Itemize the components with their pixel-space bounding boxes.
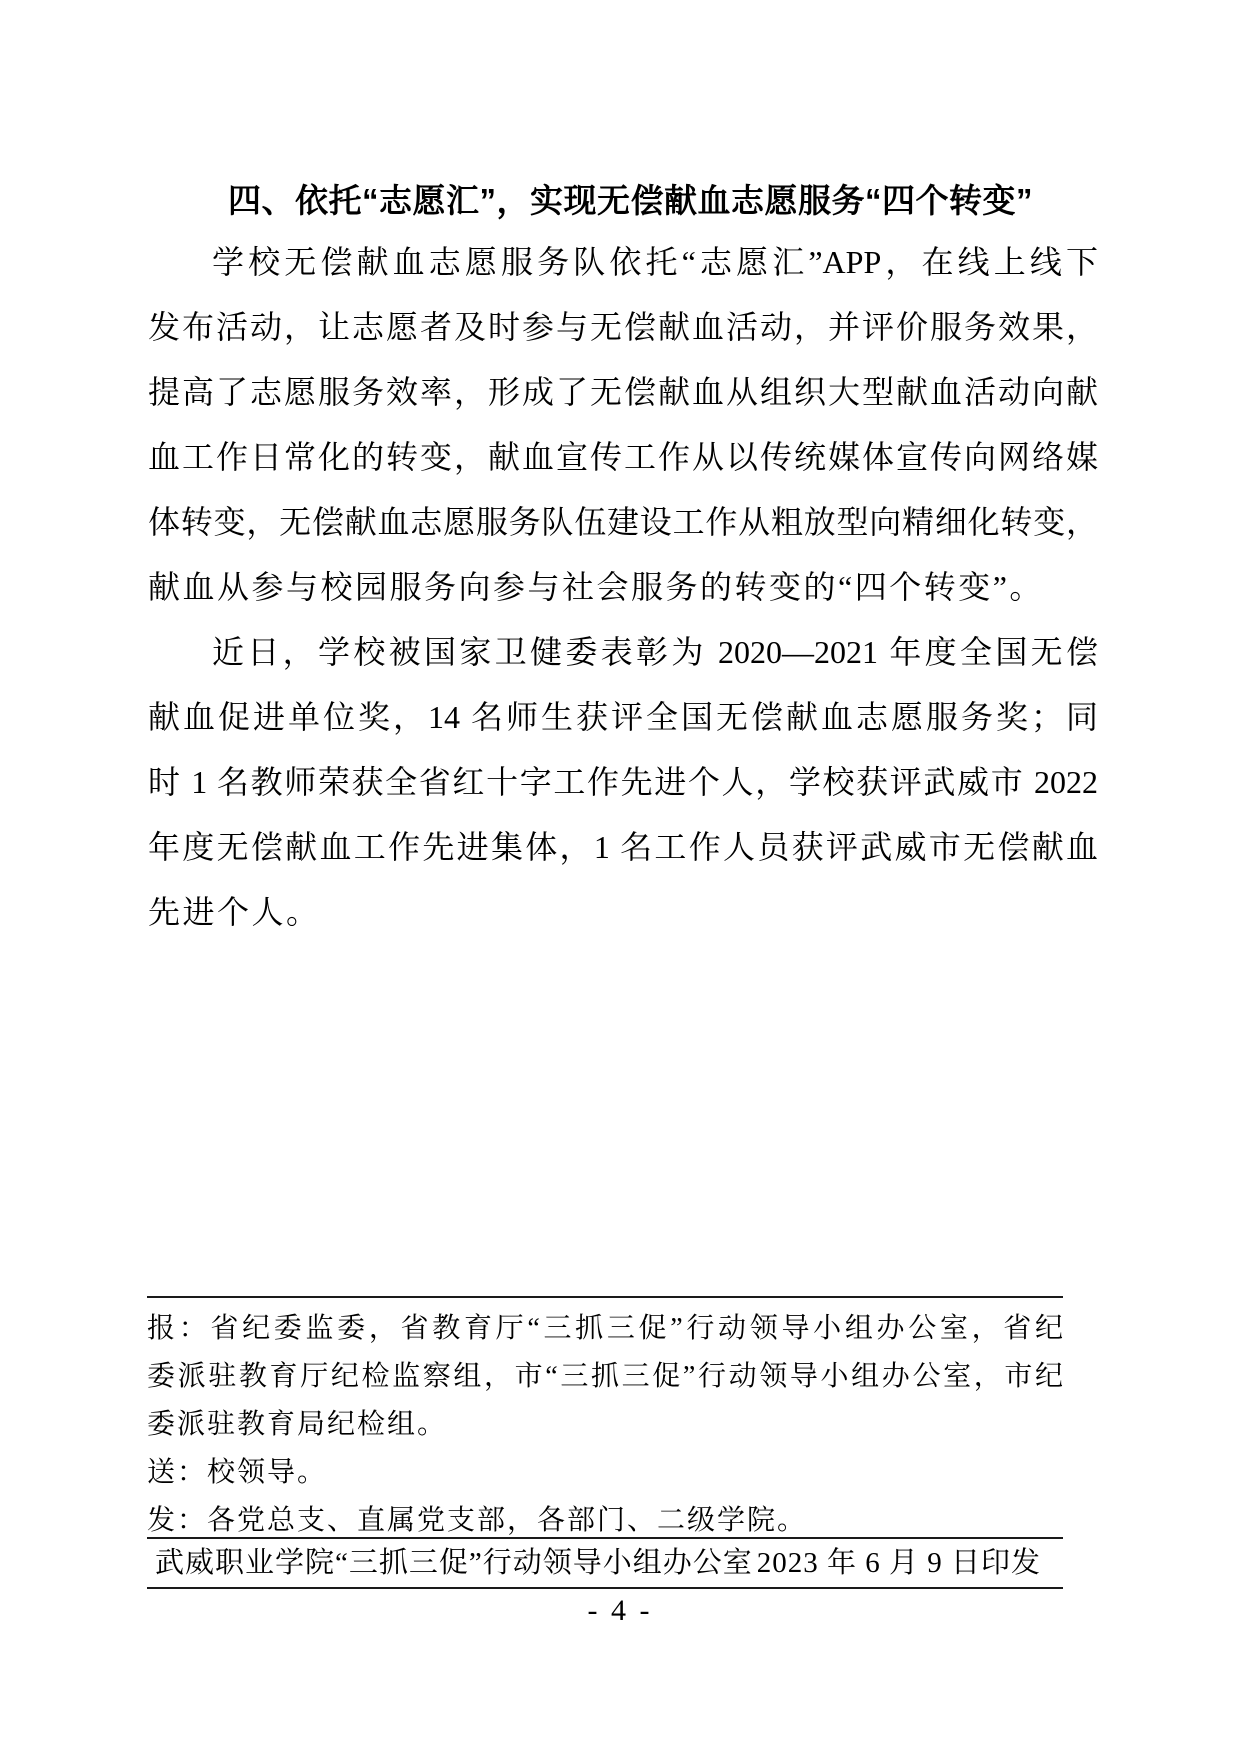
issuing-office: 武威职业学院“三抓三促”行动领导小组办公室: [155, 1547, 753, 1579]
send-line: 送：校领导。: [147, 1457, 328, 1488]
paragraph-1-line-4: 血工作日常化的转变，献血宣传工作从以传统媒体宣传向网络媒: [148, 439, 1098, 475]
paragraph-1-line-2: 发布活动，让志愿者及时参与无偿献血活动，并评价服务效果，: [148, 309, 1098, 345]
paragraph-1-line-1: 学校无偿献血志愿服务队依托“志愿汇”APP，在线上线下: [212, 244, 1098, 280]
page-number: - 4 -: [587, 1594, 653, 1627]
report-line-1: 报：省纪委监委，省教育厅“三抓三促”行动领导小组办公室，省纪: [147, 1313, 1063, 1344]
report-line-2: 委派驻教育厅纪检监察组，市“三抓三促”行动领导小组办公室，市纪: [147, 1361, 1063, 1392]
paragraph-2-line-3: 时 1 名教师荣获全省红十字工作先进个人，学校获评武威市 2022: [148, 764, 1098, 800]
colophon-row: [147, 1540, 1063, 1587]
distribution-block: [147, 1305, 1063, 1545]
paragraph-2-line-5: 先进个人。: [148, 894, 321, 930]
divider-bottom: [147, 1587, 1063, 1589]
print-date: 2023 年 6 月 9 日印发: [756, 1547, 1041, 1579]
document-body: [148, 230, 1098, 945]
divider-top: [147, 1296, 1063, 1298]
paragraph-1-line-6: 献血从参与校园服务向参与社会服务的转变的“四个转变”。: [148, 569, 1044, 605]
report-line-3: 委派驻教育局纪检组。: [147, 1409, 448, 1440]
issue-line: 发：各党总支、直属党支部，各部门、二级学院。: [147, 1505, 808, 1536]
paragraph-2-line-4: 年度无偿献血工作先进集体，1 名工作人员获评武威市无偿献血: [148, 829, 1098, 865]
section-heading: 四、依托“志愿汇”，实现无偿献血志愿服务“四个转变”: [228, 182, 1033, 219]
divider-middle: [147, 1537, 1063, 1539]
paragraph-1-line-5: 体转变，无偿献血志愿服务队伍建设工作从粗放型向精细化转变，: [148, 504, 1098, 540]
paragraph-2-line-2: 献血促进单位奖，14 名师生获评全国无偿献血志愿服务奖；同: [148, 699, 1098, 735]
paragraph-2-line-1: 近日，学校被国家卫健委表彰为 2020—2021 年度全国无偿: [212, 634, 1098, 670]
paragraph-1-line-3: 提高了志愿服务效率，形成了无偿献血从组织大型献血活动向献: [148, 374, 1098, 410]
